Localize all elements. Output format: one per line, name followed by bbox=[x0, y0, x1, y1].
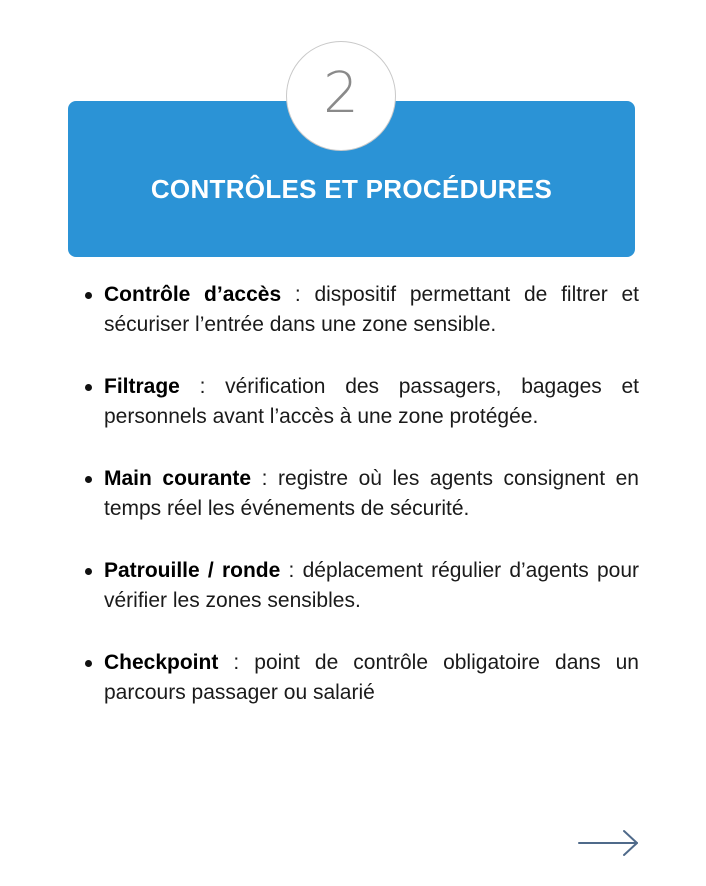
slide-number: 2 bbox=[323, 61, 359, 126]
separator: : bbox=[281, 283, 315, 306]
separator: : bbox=[218, 651, 255, 674]
list-item bbox=[80, 556, 639, 616]
term: Contrôle d’accès bbox=[104, 283, 282, 306]
description: déplacement régulier d’agents pour vérifier les zones sensibles. bbox=[104, 559, 639, 612]
term: Filtrage bbox=[104, 375, 180, 398]
slide-number-badge bbox=[286, 41, 396, 151]
term: Patrouille / ronde bbox=[104, 559, 281, 582]
description: vérification des passagers, bagages et personnels avant l’accès à une zone protégée. bbox=[104, 375, 639, 428]
list-item bbox=[80, 464, 639, 524]
term: Checkpoint bbox=[104, 651, 219, 674]
description: point de contrôle obligatoire dans un parcours passager ou salarié bbox=[104, 651, 639, 704]
list-item bbox=[80, 648, 639, 708]
definition-list bbox=[80, 280, 639, 740]
arrow-right-icon[interactable] bbox=[578, 829, 640, 857]
separator: : bbox=[179, 375, 226, 398]
bullet-icon bbox=[85, 476, 92, 483]
separator: : bbox=[280, 559, 303, 582]
description: registre où les agents consignent en temps réel les événements de sécurité. bbox=[104, 467, 639, 520]
bullet-icon bbox=[85, 292, 92, 299]
description: dispositif permettant de filtrer et sécuriser l’entrée dans une zone sensible. bbox=[104, 283, 639, 336]
list-item bbox=[80, 280, 639, 340]
separator: : bbox=[251, 467, 279, 490]
bullet-icon bbox=[85, 660, 92, 667]
page-title: CONTRÔLES ET PROCÉDURES bbox=[150, 174, 553, 204]
list-item bbox=[80, 372, 639, 432]
bullet-icon bbox=[85, 384, 92, 391]
bullet-icon bbox=[85, 568, 92, 575]
term: Main courante bbox=[104, 467, 252, 490]
